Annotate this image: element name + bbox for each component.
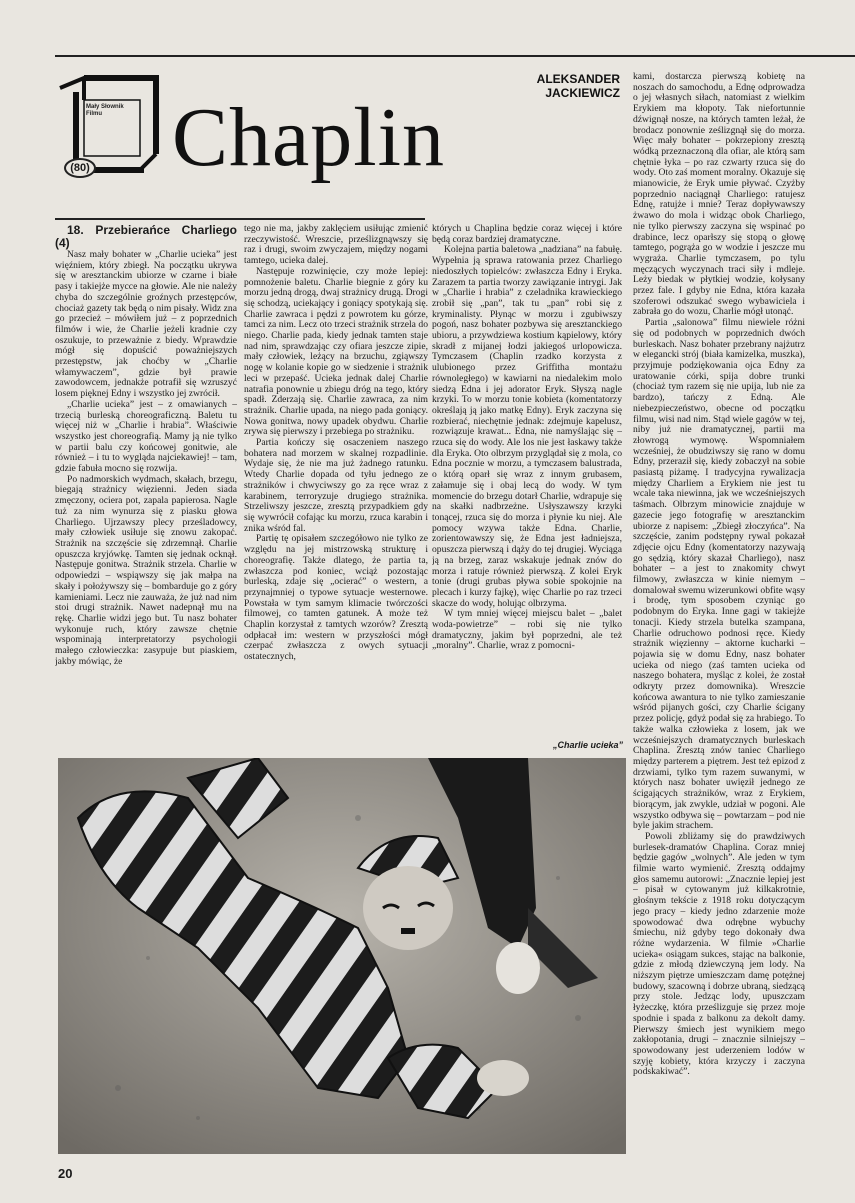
title-rule [55,218,425,220]
paragraph: Nasz mały bohater w „Charlie ucieka” jest więźniem, który zbiegł. Na początku ukrywa się w aresztanckim ubiorze w czarne i białe pasy i takiejże mycce na głowie. Ale nie należy chyba do szczególnie groźnych przestępców, chociaż gazety tak będą o nim pisały. Widz zna go przecież – mówiłem już – z poprzednich filmów i wie, że Charlie jeżeli kradnie czy oszukuje, to przeważnie z biedy. Wprawdzie mógł się dopuścić poważniejszych przestępstw, jak choćby w „Charlie włamywaczem”, gdzie był prawie zawodowcem, jednakże potrafił się wzruszyć losem pięknej Edny i wszystko jej zwrócił. [55,249,237,400]
text-column-3 [432,224,622,734]
series-number: (80) [64,158,96,178]
paragraph: Powoli zbliżamy się do prawdziwych burlesek-dramatów Chaplina. Coraz mniej będzie gagów „wolnych”. Ale jeden w tym filmie warto wymienić. Zresztą oddajmy głos samemu autorowi: „Znacznie lepiej jest – pisał w cytowanym już kilkakrotnie, głośnym tekście z 1918 roku dotyczącym jego pracy – kiedy jedno zdarzenie może spowodować dwa odrębne wybuchy śmiechu, niż gdyby tego dokonały dwa różne wydarzenia. W filmie »Charlie ucieka« osiągam sukces, stając na balkonie, gdzie z młodą dziewczyną jem lody. Na niższym piętrze umieszczam damę potężnej budowy, szacowną i dobrze ubraną, siedzącą przy stole. Jedząc lody, upuszczam łyżeczkę, która prześlizguje się przez moje spodnie i spada z balkonu za dekolt damy. Pierwszy śmiech jest wynikiem mego zakłopotania, drugi – znacznie silniejszy – spowodowany jest uderzeniem lodów w szyję kobiety, która krzyczy i zaczyna podskakiwać”. [633,830,805,1078]
article-title: Chaplin [172,91,445,184]
paragraph: Następuje rozwinięcie, czy może lepiej: pomnożenie baletu. Charlie biegnie z góry ku morzu jedną drogą, dwaj strażnicy drugą. Drogi się schodzą, uciekający i goniący spotykają się. Charlie zawraca i pędzi z powrotem ku górze, tamci za nim. Lecz oto trzeci strażnik strzela do niego. Charlie pada, kiedy jednak tamten staje nad nim, sprawdzając czy ofiara jeszcze zipie, mały człowiek, leżący na brzuchu, zgiąwszy nogę w kolanie kopie go w siedzenie i strażnik leci w przepaść. Ucieka jednak dalej Charlie natrafia ponownie u zbiegu dróg na tego, który spadł. Zderzają się. Charlie zawraca, za nim strażnik. Charlie upada, na niego pada goniący. Nowa gonitwa, nowy upadek obydwu. Charlie zrywa się pierwszy i przebiega po strażniku. [244,265,428,438]
photo-caption: „Charlie ucieka” [552,740,623,750]
author-name: ALEKSANDER JACKIEWICZ [536,72,620,100]
paragraph: W tym mniej więcej miejscu balet – „balet woda-powietrze” – robi się nie tylko dramatyczny, jakim był poprzedni, ale też „moralny”. Charlie, wraz z pomocni- [432,608,622,652]
paragraph: Partia „salonowa” filmu niewiele różni się od podobnych w poprzednich dwóch burleskach. Nasz bohater przebrany najżutrz w elegancki strój (biała kamizelka, muszka), przyjmuje podziękowania ojca Edny za uratowanie córki, spija dobre trunki (chociaż tym razem się nie upija, lub nie za bardzo), tańczy z Edną. Ale niebezpieczeństwo, obecne od początku filmu, wisi nad nim. Stąd wiele gagów w tej, niby już nie dramatycznej, partii ma złowrogą wymowę. Wspomniałem wcześniej, że obudziwszy się rano w domu Edny, przeraził się, kiedy zobaczył na sobie pasiastą piżamę. I tradycyjna rywalizacja między Charliem a Erykiem nie jest tu wcale taka niewinna, jak we wcześniejszych taśmach. Olbrzym minowicie znajduje w gazecie jego fotografię w aresztanckim ubiorze z napisem: „Zbiegł złoczyńca”. Na szczęście, zanim podstępny rywal pokazał zdjęcie ojcu Edny (komentatorzy nazywają go sędzią, który skazał Charliego), nasz bohater – a jest to znakomity chwyt filmowy, zwłaszcza w kinie niemym – domalował swemu wizerunkowi obfite wąsy i brodę, tym sposobem czyniąc go podobnym do Eryka. Inne gagi w takiejże tonacji. Kiedy strzela butelka szampana, Charlie odruchowo podnosi ręce. Kiedy strażnik więzienny – aktorne kucharki – pojawia się w domu Edny, nasz bohater ucieka od niego (zaś tamten ucieka od naszego bohatera, myśląc z kolei, że został odkryty przez domownika). Wreszcie końcowa awantura to nie tylko zamieszanie wśród pijanych gości, czy Charlie ścigany przez policję, gdyż podał się za hrabiego. To także walka człowieka z losem, jak we wcześniejszych dramatycznych burleskach Chaplina. Zresztą znów taniec Charliego między parterem a piętrem. Jest też epizod z drzwiami, tylko tym razem suwanymi, w których nasz bohater uwięził jednego ze ścigających strażników, wraz z Erykiem, biorącym, jak zwykle, udział w pogoni. Ale wszystko odbywa się – powtarzam – pod nie byle jakim strachem. [633,317,805,832]
page-number: 20 [58,1166,73,1181]
paragraph: Partia kończy się osaczeniem naszego bohatera nad morzem w skalnej rozpadlinie. Wydaje się, że nie ma już żadnego ratunku. Wtedy Charlie dopada od tyłu jednego ze strażników i chwyciwszy go za ręce wraz z karabinem, terroryzuje drugiego strażnika. Strzeliwszy jeszcze, zresztą przypadkiem gdy się wywrócił cofając ku morzu, rzuca karabin i znika wśród fal. [244,437,428,534]
paragraph: „Charlie ucieka” jest – z omawianych – trzecią burleską choreograficzną. Baletu tu więcej niż w „Charlie i hrabia”. Właściwie wszystko jest choreografią. Mamy ją nie tylko w partii balu czy końcowej gonitwie, ale również – i tu to wygląda najciekawiej! – tam, gdzie fabuła mocno się rozwija. [55,398,237,475]
paragraph: Partię tę opisałem szczegółowo nie tylko ze względu na jej mistrzowską strukturę i choreografię. Także dlatego, że partia ta, zwłaszcza pod koniec, wciąż pozostając burleską, zdaje się „ocierać” o western, a przynajmniej o typowe sytuacje westernowe. Powstała w tym samym klimacie twórczości filmowej, co tamten gatunek. A może też Chaplin korzystał z tamtych wzorów? Zresztą odpłacał im: western w przyszłości mógł czerpać zwłaszcza z owych sytuacji ostatecznych, [244,533,428,663]
logo-label: Mały Słownik Filmu [86,104,124,117]
text-column-4 [633,72,805,1162]
paragraph: Po nadmorskich wydmach, skałach, brzegu, biegają strażnicy więzienni. Jeden siada zmęczony, ociera pot, zapala papierosa. Nagle tuż za nim wynurza się z piasku głowa Charliego. Ujrzawszy plecy prześladowcy, mały człowiek usiłuje się znowu zakopać. Strażnik na szczęście się zdrzemnął. Charlie opuszcza kryjówkę. Tamten się jednak ocknął. Następuje gonitwa. Strażnik strzela. Charlie w odpowiedzi – wspiąwszy się jak małpa na skały i położywszy się – bombarduje go z góry kamieniami. Lecz nie zauważa, że już nad nim stoi drugi strażnik. Nawet nadepnął mu na rękę. Charlie widzi jego but. Tu nasz bohater wykonuje ruch, który zawsze chętnie wspominają interpretatorzy psychologii małego człowieczka: zasypuje but piaskiem, jakby mówiąc, że [55,473,237,667]
text-column-1 [55,224,237,757]
text-column-2 [244,224,428,757]
paragraph: tego nie ma, jakby zaklęciem usiłując zmienić rzeczywistość. Wreszcie, prześlizgnąwszy się raz i drugi, swoim zwyczajem, między nogami tamtego, ucieka dalej. [244,224,428,267]
top-rule [55,55,855,57]
paragraph: Kolejna partia baletowa „nadziana” na fabułę. Wypełnia ją sprawa ratowania przez Charliego niedoszłych topielców: zwłaszcza Edny i Eryka. Zarazem ta partia tworzy zawiązanie intrygi. Jak w „Charlie i hrabia” z czeladnika krawieckiego zrobił się „pan”, tak tu „pan” robi się z kryminalisty. Płynąc w morzu i zgubiwszy pogoń, nasz bohater pozbywa się aresztanckiego ubioru, a przywdziewa kostium kąpielowy, który skradł z mijanej łodzi jakiegoś urlopowicza. Tymczasem (Chaplin rzadko korzysta z ulubionego przez Griffitha montażu równoległego) w kawiarni na niedalekim molo siedzą Edna i jej adorator Eryk. Słyszą nagle krzyki. To w morzu tonie kobieta (komentatorzy określają ją jako matkę Edny). Eryk zaczyna się rozbierać, niechętnie jednak: zdejmuje kapelusz, rozwiązuje krawat... Edna, nie namyślając się – rzuca się do wody. Ale los nie jest łaskawy także dla Eryka. Oto olbrzym przyglądał się z mola, co Edna pocznie w morzu, a tymczasem balustrada, o którą oparł się wraz z innym grubasem, załamuje się i obaj lecą do wody. W tym momencie do brzegu dotarł Charlie, wdrapuje się na skałki nadbrzeżne. Usłyszawszy krzyki tonącej, rzuca się do morza i płynie ku niej. Ale pomocy wzywa także Edna. Charlie, zorientowawszy się, że Edna jest ładniejsza, opuszcza pierwszą i dąży do tej drugiej. Wyciąga ją na brzeg, zaraz wskakuje jednak znów do morza i ratuje również pierwszą. Z kolei Eryk tonie (drugi grubas pływa sobie spokojnie na plecach i kurzy fajkę), więc Charlie po raz trzeci skacze do wody, holując olbrzyma. [432,244,622,609]
section-heading: 18. Przebierańce Charliego (4) [55,224,237,250]
series-logo [56,74,162,176]
paragraph: których u Chaplina będzie coraz więcej i które będą coraz bardziej dramatyczne. [432,224,622,245]
film-still-photo [58,758,626,1154]
paragraph: kami, dostarcza pierwszą kobietę na noszach do samochodu, a Ednę odprowadza o jej własnych siłach, natomiast z wielkim Erykiem ma kłopoty. Tak niefortunnie dźwignął nosze, na których tamten leżał, że brodacz ponownie ześlizgnął się do morza. Więc mały bohater – pokrzepiony zresztą wódką przeznaczoną dla ofiar, ale którą sam chętnie łyka – po raz czwarty rzuca się do wody. Oto zaś moment moralny. Okazuje się mianowicie, że Eryk umie pływać. Czyżby poprzednio naciągnął Charliego: ratujesz Ednę, ratujże i mnie? Teraz dopływawszy żwawo do mola i widząc obok Charliego, nie tylko pierwszy zaczyna się wspinać po drabince, lecz oparłszy się stopą o głowę tamtego, pogrąża go w wodzie i jeszcze mu wygraża. Charlie tymczasem, po tylu męczących wyczynach traci siły i mdleje. Leży biedak w płytkiej wodzie, kołysany przez fale. I gdyby nie Edna, która kazała szoferowi odszukać swego wybawiciela i zabrała go do wozu, Charlie mógł utonąć. [633,72,805,318]
